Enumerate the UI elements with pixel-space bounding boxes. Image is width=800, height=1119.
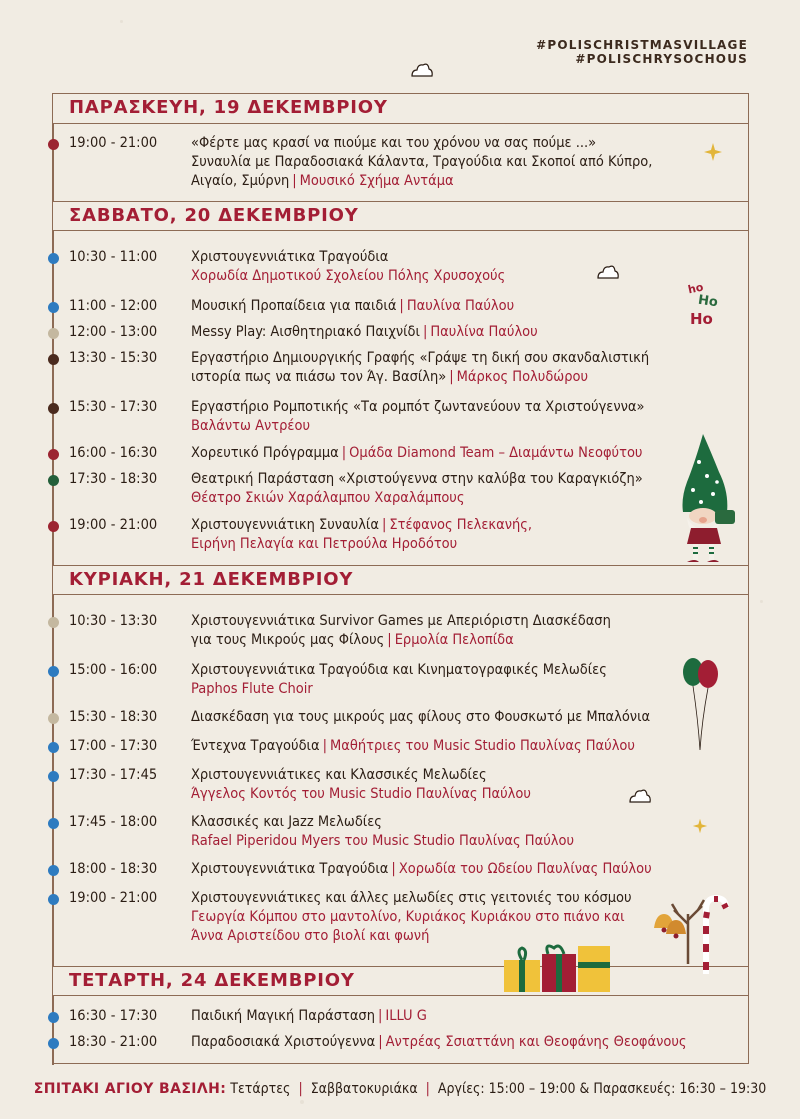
- footer-part: Σαββατοκυριάκα: [310, 1081, 418, 1097]
- event-line: [191, 708, 731, 727]
- separator: |: [381, 517, 387, 533]
- event-line: [191, 470, 731, 489]
- event-title: Θεατρική Παράσταση «Χριστούγεννα στην καλύβα του Καραγκιόζη»: [191, 471, 643, 487]
- separator: |: [399, 298, 404, 314]
- event-line: [191, 323, 731, 342]
- event-title: ιστορία πως να πιάσω τον Άγ. Βασίλη»: [191, 369, 447, 385]
- hashtag-polis-chrysochous: #POLISCHRYSOCHOUS: [575, 52, 748, 66]
- event-line: [191, 737, 731, 756]
- timeline-dot: [48, 253, 59, 264]
- event-title: Εργαστήριο Δημιουργικής Γραφής «Γράψε τη δική σου σκανδαλιστική: [191, 350, 650, 366]
- event-line: [191, 516, 731, 535]
- event-description: [191, 398, 731, 436]
- event-performer: Αντρέας Σσιαττάνη και Θεοφάνης Θεοφάνους: [385, 1034, 687, 1050]
- separator: |: [422, 324, 428, 340]
- event-performer: Βαλάντω Αντρέου: [191, 418, 310, 434]
- timeline-dot: [48, 742, 59, 753]
- event-line: [191, 612, 731, 631]
- timeline-dot: [48, 403, 59, 414]
- event-description: [191, 708, 731, 727]
- event-description: [191, 134, 731, 191]
- event-performer: Ειρήνη Πελαγία και Πετρούλα Ηροδότου: [191, 536, 458, 552]
- separator: |: [377, 1008, 383, 1024]
- event-title: Χριστουγεννιάτικα Survivor Games με Απεριόριστη Διασκέδαση: [191, 613, 611, 629]
- cloud-icon: [410, 60, 434, 78]
- event-performer: Άννα Αριστείδου στο βιολί και φωνή: [191, 928, 430, 944]
- timeline-line: [52, 231, 54, 565]
- timeline-dot: [48, 475, 59, 486]
- event-title: για τους Μικρούς μας Φίλους: [191, 632, 385, 648]
- event-time: 19:00 - 21:00: [69, 517, 158, 533]
- event-title: Χορευτικό Πρόγραμμα: [191, 445, 339, 461]
- event-time: 15:00 - 16:00: [69, 662, 158, 678]
- event-title: Χριστουγεννιάτικα Τραγούδια: [191, 861, 389, 877]
- event-line: [191, 680, 731, 699]
- event-title: Παιδική Μαγική Παράσταση: [191, 1008, 375, 1024]
- timeline-dot: [48, 139, 59, 150]
- event-line: [191, 134, 731, 153]
- event-time: 15:30 - 17:30: [69, 399, 158, 415]
- timeline-line: [52, 996, 54, 1065]
- event-performer: Παυλίνα Παύλου: [430, 324, 538, 340]
- event-performer: Rafael Piperidou Myers του Music Studio Παυλίνας Παύλου: [191, 833, 575, 849]
- event-time: 17:00 - 17:30: [69, 738, 158, 754]
- hashtag-christmas-village: #POLISCHRISTMASVILLAGE: [536, 38, 748, 52]
- event-time: 18:30 - 21:00: [69, 1034, 158, 1050]
- event-description: [191, 516, 731, 554]
- event-title: Χριστουγεννιάτικα Τραγούδια και Κινηματογραφικές Μελωδίες: [191, 662, 607, 678]
- event-line: [191, 535, 731, 554]
- event-description: [191, 737, 731, 756]
- event-description: [191, 248, 731, 286]
- day-header: [53, 565, 748, 595]
- event-title: Εργαστήριο Ρομποτικής «Τα ρομπότ ζωντανεύουν τα Χριστούγεννα»: [191, 399, 645, 415]
- timeline-dot: [48, 617, 59, 628]
- event-line: [191, 444, 731, 463]
- timeline-dot: [48, 1012, 59, 1023]
- timeline-dot: [48, 354, 59, 365]
- timeline-dot: [48, 894, 59, 905]
- event-line: [191, 661, 731, 680]
- footer-santa-house-hours: ΣΠΙΤΑΚΙ ΑΓΙΟΥ ΒΑΣΙΛΗ: Τετάρτες | Σαββατοκυριάκα | Αργίες: 15:00 – 19:00 & Παρασκευές: 16:30 – 19:30: [33, 1081, 767, 1097]
- event-time: 17:30 - 18:30: [69, 471, 158, 487]
- day-header: [53, 94, 748, 124]
- event-performer: Γεωργία Κόμπου στο μαντολίνο, Κυριάκος Κυριάκου στο πιάνο και: [191, 909, 625, 925]
- event-description: [191, 1033, 731, 1052]
- event-line: [191, 785, 731, 804]
- timeline-dot: [48, 713, 59, 724]
- christmas-gnome-icon: [673, 432, 743, 570]
- event-time: 12:00 - 13:00: [69, 324, 158, 340]
- event-line: [191, 172, 731, 191]
- event-description: [191, 444, 731, 463]
- event-time: 17:30 - 17:45: [69, 767, 158, 783]
- event-performer: Ομάδα Diamond Team – Διαμάντω Νεοφύτου: [349, 445, 643, 461]
- event-description: [191, 323, 731, 342]
- event-time: 17:45 - 18:00: [69, 814, 158, 830]
- timeline-dot: [48, 818, 59, 829]
- event-time: 16:30 - 17:30: [69, 1008, 158, 1024]
- ho-ho-ho-icon: ho Ho Ho: [686, 280, 719, 328]
- event-title: Αιγαίο, Σμύρνη: [191, 173, 290, 189]
- event-line: [191, 267, 731, 286]
- bells-and-candy-cane-icon: [644, 874, 744, 974]
- event-title: Διασκέδαση για τους μικρούς μας φίλους στο Φουσκωτό με Μπαλόνια: [191, 709, 651, 725]
- separator: |: [292, 173, 297, 189]
- timeline-dot: [48, 1038, 59, 1049]
- event-performer: Χορωδία του Ωδείου Παυλίνας Παύλου: [398, 861, 652, 877]
- event-line: [191, 766, 731, 785]
- event-performer: Ερμολία Πελοπίδα: [394, 632, 514, 648]
- event-title: Χριστουγεννιάτικες και Κλασσικές Μελωδίες: [191, 767, 487, 783]
- event-line: [191, 1033, 731, 1052]
- event-performer: Paphos Flute Choir: [191, 681, 313, 697]
- event-performer: Στέφανος Πελεκανής,: [389, 517, 533, 533]
- timeline-dot: [48, 771, 59, 782]
- day-title: ΤΕΤΑΡΤΗ, 24 ΔΕΚΕΜΒΡΙΟΥ: [69, 970, 355, 991]
- separator: |: [391, 861, 396, 877]
- timeline-dot: [48, 449, 59, 460]
- separator: |: [378, 1034, 383, 1050]
- timeline-dot: [48, 302, 59, 313]
- gift-boxes-icon: [502, 940, 614, 992]
- timeline-dot: [48, 521, 59, 532]
- event-performer: Μάρκος Πολυδώρου: [456, 369, 589, 385]
- event-performer: ILLU G: [385, 1008, 427, 1024]
- separator: |: [387, 632, 392, 648]
- event-title: Έντεχνα Τραγούδια: [191, 738, 320, 754]
- event-time: 10:30 - 13:30: [69, 613, 158, 629]
- event-title: Μουσική Προπαίδεια για παιδιά: [191, 298, 397, 314]
- event-line: [191, 417, 731, 436]
- event-time: 18:00 - 18:30: [69, 861, 158, 877]
- event-time: 13:30 - 15:30: [69, 350, 158, 366]
- event-description: [191, 661, 731, 699]
- event-description: [191, 349, 731, 387]
- event-time: 15:30 - 18:30: [69, 709, 158, 725]
- event-description: [191, 297, 731, 316]
- event-title: Συναυλία με Παραδοσιακά Κάλαντα, Τραγούδια και Σκοποί από Κύπρο,: [191, 154, 653, 170]
- event-line: [191, 297, 731, 316]
- hashtags: [536, 38, 748, 66]
- event-line: [191, 248, 731, 267]
- event-performer: Παυλίνα Παύλου: [406, 298, 515, 314]
- separator: |: [449, 369, 454, 385]
- event-line: [191, 1007, 731, 1026]
- event-title: Παραδοσιακά Χριστούγεννα: [191, 1034, 376, 1050]
- event-description: [191, 612, 731, 650]
- event-description: [191, 1007, 731, 1026]
- event-performer: Μαθήτριες του Music Studio Παυλίνας Παύλου: [329, 738, 635, 754]
- timeline-dot: [48, 865, 59, 876]
- event-line: [191, 349, 731, 368]
- separator: |: [341, 445, 347, 461]
- footer-part: Τετάρτες: [230, 1081, 291, 1097]
- event-time: 19:00 - 21:00: [69, 135, 158, 151]
- event-description: [191, 766, 731, 804]
- event-line: [191, 153, 731, 172]
- event-time: 11:00 - 12:00: [69, 298, 158, 314]
- day-header: [53, 201, 748, 231]
- timeline-line: [52, 124, 54, 201]
- event-performer: Θέατρο Σκιών Χαράλαμπου Χαραλάμπους: [191, 490, 465, 506]
- event-description: [191, 813, 731, 851]
- separator: |: [322, 738, 327, 754]
- event-line: [191, 832, 731, 851]
- event-performer: Μουσικό Σχήμα Αντάμα: [299, 173, 454, 189]
- event-description: [191, 470, 731, 508]
- footer-part: Αργίες: 15:00 – 19:00 & Παρασκευές: 16:30 – 19:30: [437, 1081, 767, 1097]
- event-line: [191, 631, 731, 650]
- day-title: ΣΑΒΒΑΤΟ, 20 ΔΕΚΕΜΒΡΙΟΥ: [69, 205, 359, 226]
- event-performer: Άγγελος Κοντός του Music Studio Παυλίνας Παύλου: [191, 786, 531, 802]
- event-title: «Φέρτε μας κρασί να πιούμε και του χρόνου να σας πούμε ...»: [191, 135, 597, 151]
- event-time: 10:30 - 11:00: [69, 249, 158, 265]
- event-title: Messy Play: Αισθητηριακό Παιχνίδι: [191, 324, 420, 340]
- event-line: [191, 813, 731, 832]
- event-time: 19:00 - 21:00: [69, 890, 158, 906]
- event-title: Χριστουγεννιάτικες και άλλες μελωδίες στις γειτονιές του κόσμου: [191, 890, 632, 906]
- event-line: [191, 368, 731, 387]
- timeline-dot: [48, 328, 59, 339]
- day-title: ΚΥΡΙΑΚΗ, 21 ΔΕΚΕΜΒΡΙΟΥ: [69, 569, 354, 590]
- timeline-dot: [48, 666, 59, 677]
- balloons-icon: [680, 650, 722, 755]
- footer-label: ΣΠΙΤΑΚΙ ΑΓΙΟΥ ΒΑΣΙΛΗ:: [33, 1081, 227, 1097]
- day-title: ΠΑΡΑΣΚΕΥΗ, 19 ΔΕΚΕΜΒΡΙΟΥ: [69, 97, 388, 118]
- event-title: Χριστουγεννιάτικη Συναυλία: [191, 517, 379, 533]
- event-title: Χριστουγεννιάτικα Τραγούδια: [191, 249, 389, 265]
- event-time: 16:00 - 16:30: [69, 445, 158, 461]
- event-performer: Χορωδία Δημοτικού Σχολείου Πόλης Χρυσοχούς: [191, 268, 506, 284]
- event-title: Κλασσικές και Jazz Μελωδίες: [191, 814, 382, 830]
- event-line: [191, 489, 731, 508]
- event-line: [191, 398, 731, 417]
